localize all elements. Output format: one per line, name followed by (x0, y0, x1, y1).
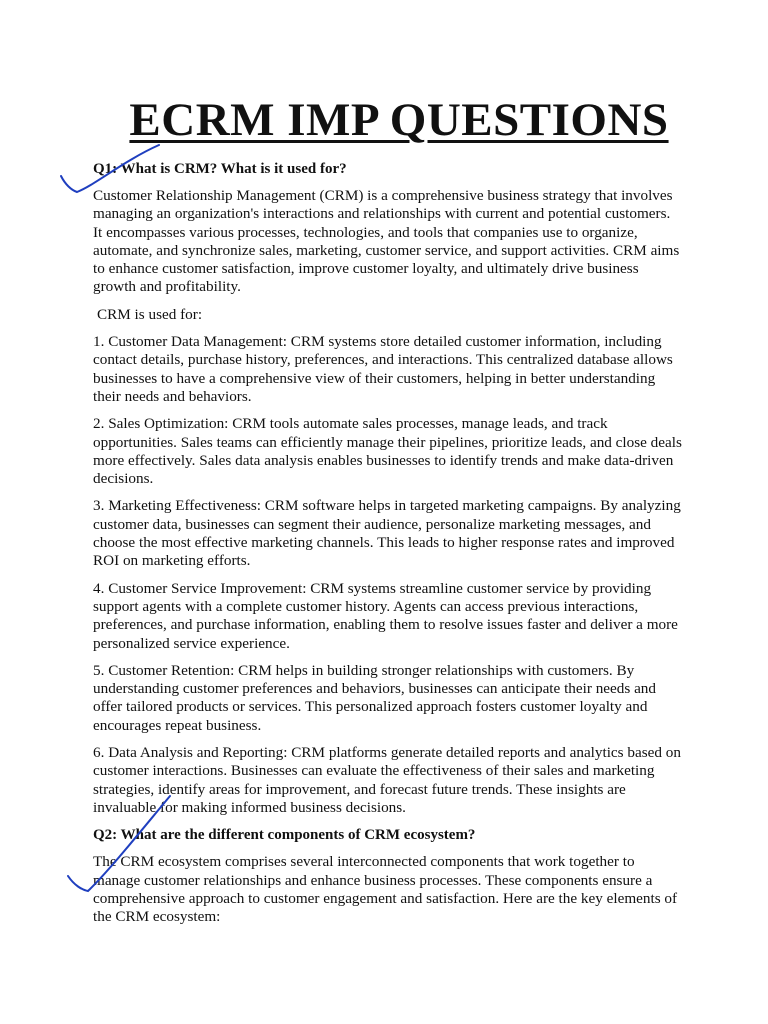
document-page (93, 92, 683, 935)
q1-point-5: 5. Customer Retention: CRM helps in building stronger relationships with customers. By understanding customer preferences and behaviors, businesses can anticipate their needs and offer tailored products or services. This personalized approach fosters customer loyalty and encourages repeat business. (93, 661, 656, 734)
q1-heading: Q1: What is CRM? What is it used for? (93, 161, 347, 177)
q1-point-4: 4. Customer Service Improvement: CRM systems streamline customer service by providing support agents with a complete customer history. Agents can access previous interactions, preferences, and purchase information, enabling them to resolve issues faster and deliver a more personalized service experience. (93, 579, 678, 652)
q1-point-2: 2. Sales Optimization: CRM tools automate sales processes, manage leads, and track opportunities. Sales teams can efficiently manage their pipelines, prioritize leads, and close deals more effectively. Sales data analysis enables businesses to identify trends and make data-driven decisions. (93, 415, 682, 488)
q2-heading: Q2: What are the different components of CRM ecosystem? (93, 827, 476, 844)
q1-point-6: 6. Data Analysis and Reporting: CRM platforms generate detailed reports and analytics based on customer interactions. Businesses can evaluate the effectiveness of their sales and marketing strategies, identify areas for improvement, and forecast future trends. These insights are invaluable for making informed business decisions. (93, 744, 681, 816)
q1-intro-paragraph: Customer Relationship Management (CRM) is a comprehensive business strategy that involves managing an organization's interactions and relationships with current and potential customers. It encompasses various processes, technologies, and tools that companies use to organize, automate, and synchronize sales, marketing, customer service, and support activities. CRM aims to enhance customer satisfaction, improve customer loyalty, and ultimately drive business growth and profitability. (93, 187, 680, 296)
q1-point-3: 3. Marketing Effectiveness: CRM software helps in targeted marketing campaigns. By analyzing customer data, businesses can segment their audience, personalize marketing messages, and choose the most effective marketing channels. This leads to higher response rates and improved ROI on marketing efforts. (93, 497, 681, 570)
q2-intro-paragraph: The CRM ecosystem comprises several interconnected components that work together to manage customer relationships and enhance business processes. These components ensure a comprehensive approach to customer engagement and satisfaction. Here are the key elements of the CRM ecosystem: (93, 853, 678, 926)
q1-point-1: 1. Customer Data Management: CRM systems store detailed customer information, including contact details, purchase history, preferences, and interactions. This centralized database allows businesses to have a comprehensive view of their customers, helping in better understanding their needs and behaviors. (93, 333, 673, 405)
q1-used-for-label: CRM is used for: (97, 305, 203, 323)
document-title: ECRM IMP QUESTIONS (129, 94, 669, 146)
